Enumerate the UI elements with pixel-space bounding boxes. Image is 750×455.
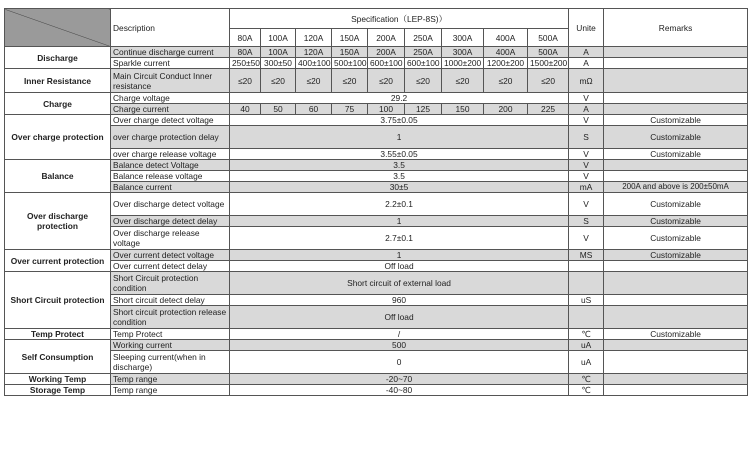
- row-description: Charge current: [111, 104, 230, 115]
- amp-header: 300A: [442, 29, 484, 47]
- unit-cell: S: [569, 126, 604, 149]
- remark-cell: [604, 93, 748, 104]
- remark-cell: [604, 385, 748, 396]
- value-cell: 200: [484, 104, 528, 115]
- row-description: Short Circuit protection condition: [111, 272, 230, 295]
- value-cell: 3.55±0.05: [230, 149, 569, 160]
- unit-cell: uS: [569, 295, 604, 306]
- value-cell: ≤20: [332, 69, 368, 93]
- value-cell: 100A: [261, 47, 296, 58]
- value-cell: 120A: [296, 47, 332, 58]
- unit-cell: [569, 272, 604, 295]
- value-cell: 1: [230, 216, 569, 227]
- specification-header: Specification（LEP-8S)）: [230, 9, 569, 29]
- remark-cell: Customizable: [604, 193, 748, 216]
- remark-cell: [604, 272, 748, 295]
- value-cell: 100: [368, 104, 405, 115]
- table-row: [5, 272, 748, 295]
- value-cell: /: [230, 329, 569, 340]
- remark-cell: Customizable: [604, 227, 748, 250]
- value-cell: ≤20: [405, 69, 442, 93]
- table-row: [5, 182, 748, 193]
- unit-cell: mA: [569, 182, 604, 193]
- value-cell: -20~70: [230, 374, 569, 385]
- remark-cell: Customizable: [604, 115, 748, 126]
- value-cell: 250A: [405, 47, 442, 58]
- table-row: [5, 104, 748, 115]
- value-cell: 400±100: [296, 58, 332, 69]
- row-description: over charge protection delay: [111, 126, 230, 149]
- unit-cell: V: [569, 160, 604, 171]
- row-description: Over charge detect voltage: [111, 115, 230, 126]
- table-row: [5, 295, 748, 306]
- value-cell: 150A: [332, 47, 368, 58]
- unit-cell: ℃: [569, 385, 604, 396]
- value-cell: 2.2±0.1: [230, 193, 569, 216]
- remark-cell: Customizable: [604, 250, 748, 261]
- unit-cell: V: [569, 193, 604, 216]
- row-description: Over discharge release voltage: [111, 227, 230, 250]
- category-temp-protect: Temp Protect: [5, 329, 111, 340]
- table-row: [5, 171, 748, 182]
- value-cell: ≤20: [484, 69, 528, 93]
- remark-cell: [604, 306, 748, 329]
- value-cell: 300±50: [261, 58, 296, 69]
- value-cell: 3.5: [230, 171, 569, 182]
- value-cell: 29.2: [230, 93, 569, 104]
- unit-cell: V: [569, 93, 604, 104]
- value-cell: -40~80: [230, 385, 569, 396]
- category-over-discharge-protection: Over discharge protection: [5, 193, 111, 250]
- table-row: [5, 216, 748, 227]
- unit-cell: MS: [569, 250, 604, 261]
- table-row: [5, 329, 748, 340]
- table-row: [5, 340, 748, 351]
- remark-cell: [604, 340, 748, 351]
- row-description: Working current: [111, 340, 230, 351]
- row-description: Short circuit detect delay: [111, 295, 230, 306]
- category-short-circuit-protection: Short Circuit protection: [5, 272, 111, 329]
- value-cell: 2.7±0.1: [230, 227, 569, 250]
- amp-header: 500A: [528, 29, 569, 47]
- row-description: Charge voltage: [111, 93, 230, 104]
- unit-cell: uA: [569, 351, 604, 374]
- value-cell: ≤20: [261, 69, 296, 93]
- value-cell: 125: [405, 104, 442, 115]
- table-row: [5, 58, 748, 69]
- table-row: [5, 93, 748, 104]
- remark-cell: Customizable: [604, 216, 748, 227]
- row-description: Over discharge detect delay: [111, 216, 230, 227]
- row-description: Temp Protect: [111, 329, 230, 340]
- row-description: over charge release voltage: [111, 149, 230, 160]
- amp-header: 400A: [484, 29, 528, 47]
- value-cell: 500±100: [332, 58, 368, 69]
- table-row: [5, 306, 748, 329]
- category-inner-resistance: Inner Resistance: [5, 69, 111, 93]
- unite-header: Unite: [569, 9, 604, 47]
- table-row: [5, 385, 748, 396]
- value-cell: 500A: [528, 47, 569, 58]
- amp-header: 150A: [332, 29, 368, 47]
- value-cell: 75: [332, 104, 368, 115]
- table-row: [5, 160, 748, 171]
- category-working-temp: Working Temp: [5, 374, 111, 385]
- value-cell: 400A: [484, 47, 528, 58]
- category-over-current-protection: Over current protection: [5, 250, 111, 272]
- value-cell: 225: [528, 104, 569, 115]
- value-cell: ≤20: [368, 69, 405, 93]
- value-cell: 3.5: [230, 160, 569, 171]
- remark-cell: [604, 261, 748, 272]
- remark-cell: [604, 58, 748, 69]
- table-row: [5, 149, 748, 160]
- row-description: Balance detect Voltage: [111, 160, 230, 171]
- unit-cell: [569, 261, 604, 272]
- unit-cell: A: [569, 47, 604, 58]
- table-row: [5, 351, 748, 374]
- remark-cell: [604, 47, 748, 58]
- value-cell: 0: [230, 351, 569, 374]
- row-description: Short circuit protection release condition: [111, 306, 230, 329]
- value-cell: ≤20: [296, 69, 332, 93]
- amp-header: 120A: [296, 29, 332, 47]
- category-discharge: Discharge: [5, 47, 111, 69]
- value-cell: 3.75±0.05: [230, 115, 569, 126]
- description-header: Description: [111, 9, 230, 47]
- row-description: Temp range: [111, 374, 230, 385]
- category-balance: Balance: [5, 160, 111, 193]
- unit-cell: mΩ: [569, 69, 604, 93]
- remark-cell: Customizable: [604, 329, 748, 340]
- value-cell: 600±100: [405, 58, 442, 69]
- value-cell: 80A: [230, 47, 261, 58]
- remark-cell: [604, 171, 748, 182]
- unit-cell: A: [569, 58, 604, 69]
- table-row: [5, 193, 748, 216]
- value-cell: 1000±200: [442, 58, 484, 69]
- value-cell: 600±100: [368, 58, 405, 69]
- remark-cell: [604, 104, 748, 115]
- unit-cell: ℃: [569, 329, 604, 340]
- remark-cell: 200A and above is 200±50mA: [604, 182, 748, 193]
- table-row: [5, 374, 748, 385]
- row-description: Temp range: [111, 385, 230, 396]
- value-cell: 1: [230, 126, 569, 149]
- value-cell: 1: [230, 250, 569, 261]
- remarks-header: Remarks: [604, 9, 748, 47]
- row-description: Sparkle current: [111, 58, 230, 69]
- row-description: Balance release voltage: [111, 171, 230, 182]
- remark-cell: Customizable: [604, 149, 748, 160]
- value-cell: 300A: [442, 47, 484, 58]
- value-cell: ≤20: [442, 69, 484, 93]
- table-row: [5, 250, 748, 261]
- unit-cell: V: [569, 227, 604, 250]
- unit-cell: A: [569, 104, 604, 115]
- amp-header: 80A: [230, 29, 261, 47]
- remark-cell: [604, 295, 748, 306]
- value-cell: 60: [296, 104, 332, 115]
- remark-cell: [604, 374, 748, 385]
- spec-table: [4, 8, 748, 396]
- unit-cell: ℃: [569, 374, 604, 385]
- table-row: [5, 115, 748, 126]
- value-cell: Short circuit of external load: [230, 272, 569, 295]
- table-row: [5, 261, 748, 272]
- category-self-consumption: Self Consumption: [5, 340, 111, 374]
- category-charge: Charge: [5, 93, 111, 115]
- table-row: [5, 47, 748, 58]
- remark-cell: Customizable: [604, 126, 748, 149]
- category-storage-temp: Storage Temp: [5, 385, 111, 396]
- unit-cell: [569, 306, 604, 329]
- header-row: [5, 9, 748, 29]
- remark-cell: [604, 160, 748, 171]
- row-description: Over current detect voltage: [111, 250, 230, 261]
- row-description: Main Circuit Conduct Inner resistance: [111, 69, 230, 93]
- value-cell: 1200±200: [484, 58, 528, 69]
- remark-cell: [604, 351, 748, 374]
- corner-cell: [5, 9, 111, 47]
- amp-header: 100A: [261, 29, 296, 47]
- value-cell: 30±5: [230, 182, 569, 193]
- row-description: Balance current: [111, 182, 230, 193]
- value-cell: ≤20: [230, 69, 261, 93]
- unit-cell: S: [569, 216, 604, 227]
- amp-header: 200A: [368, 29, 405, 47]
- table-row: [5, 126, 748, 149]
- unit-cell: V: [569, 149, 604, 160]
- value-cell: 40: [230, 104, 261, 115]
- value-cell: 500: [230, 340, 569, 351]
- value-cell: 960: [230, 295, 569, 306]
- table-row: [5, 69, 748, 93]
- row-description: Sleeping current(when in discharge): [111, 351, 230, 374]
- remark-cell: [604, 69, 748, 93]
- value-cell: Off load: [230, 306, 569, 329]
- amp-header: 250A: [405, 29, 442, 47]
- table-row: [5, 227, 748, 250]
- unit-cell: uA: [569, 340, 604, 351]
- row-description: Over discharge detect voltage: [111, 193, 230, 216]
- value-cell: 1500±200: [528, 58, 569, 69]
- value-cell: 200A: [368, 47, 405, 58]
- row-description: Continue discharge current: [111, 47, 230, 58]
- unit-cell: V: [569, 115, 604, 126]
- unit-cell: V: [569, 171, 604, 182]
- category-over-charge-protection: Over charge protection: [5, 115, 111, 160]
- value-cell: ≤20: [528, 69, 569, 93]
- value-cell: 150: [442, 104, 484, 115]
- row-description: Over current detect delay: [111, 261, 230, 272]
- value-cell: 250±50: [230, 58, 261, 69]
- value-cell: Off load: [230, 261, 569, 272]
- value-cell: 50: [261, 104, 296, 115]
